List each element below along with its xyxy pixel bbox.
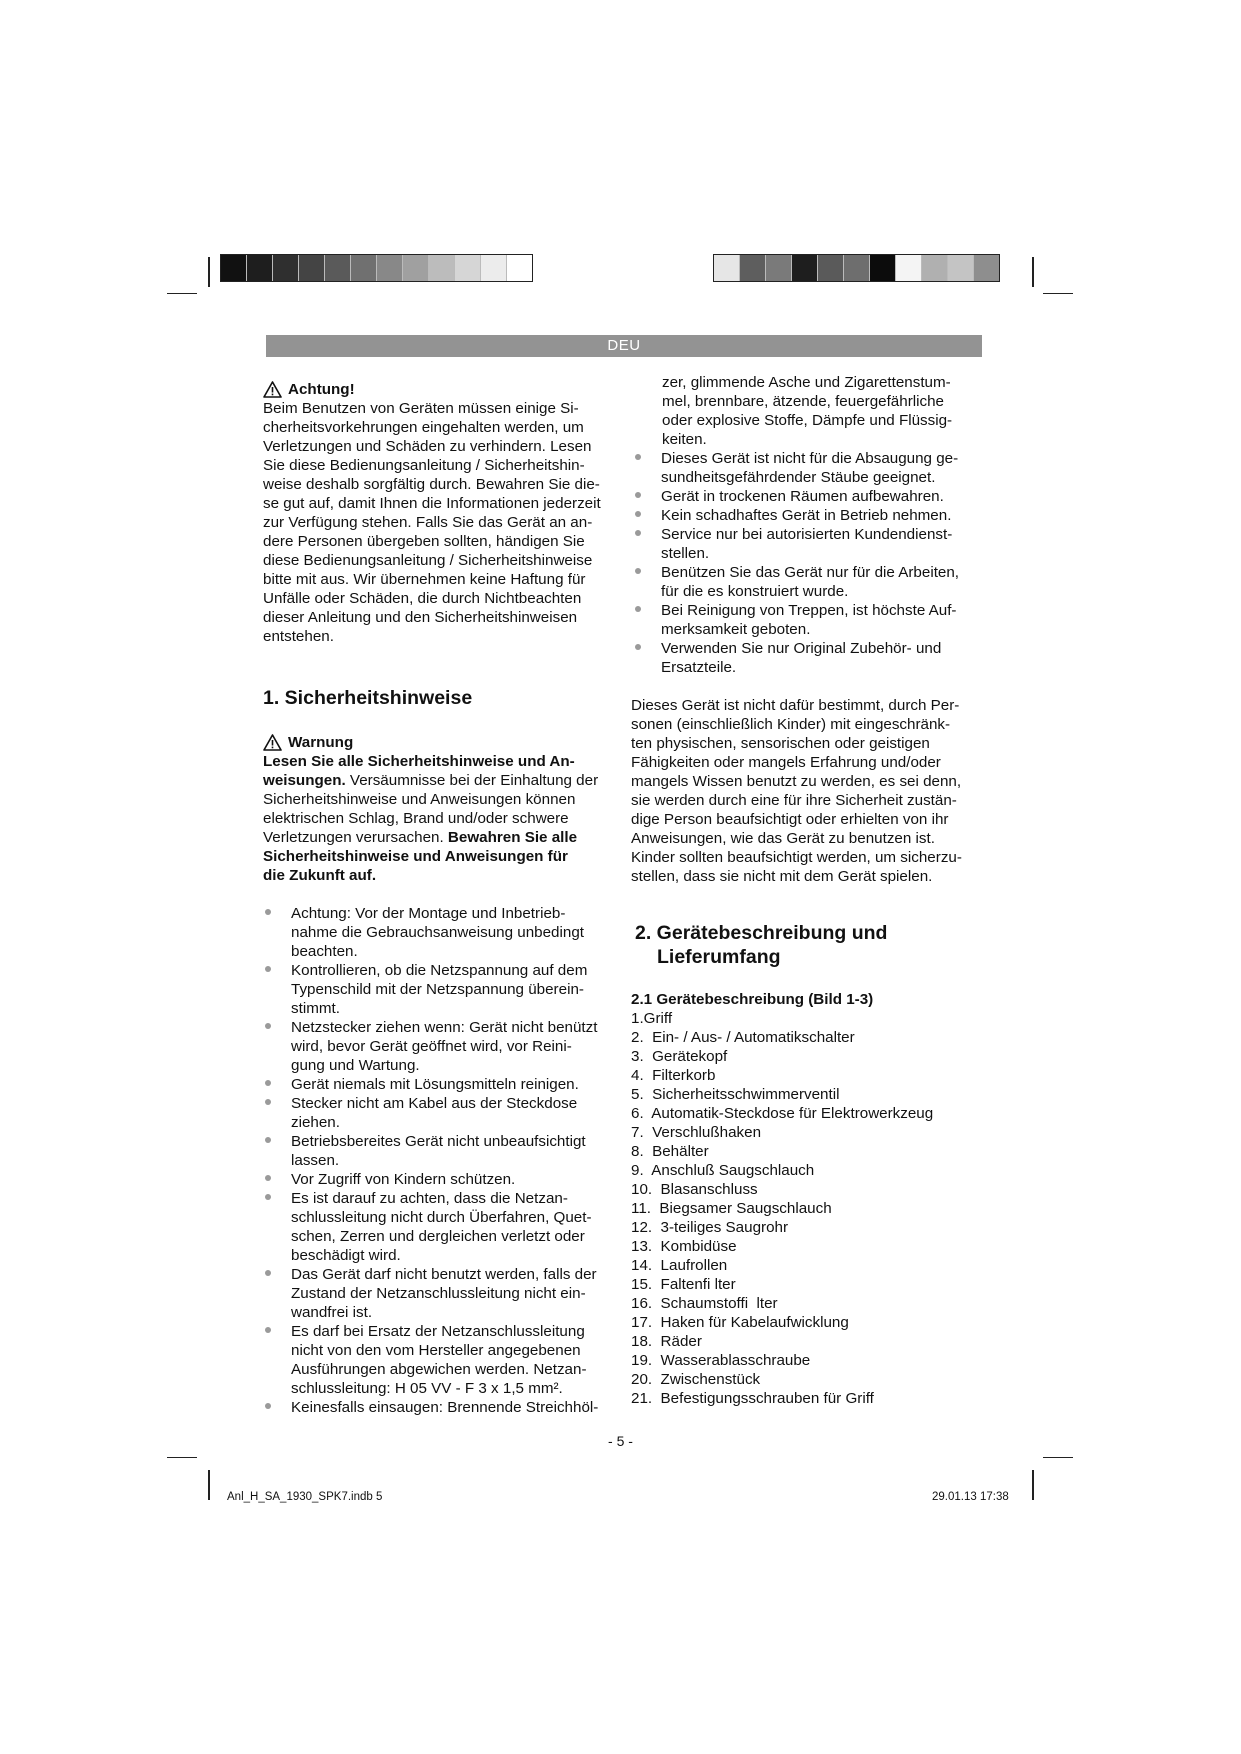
part-item: 11. Biegsamer Saugschlauch [631,1200,832,1217]
crop-mark-bottom-right-vertical [1032,1470,1034,1500]
intro-paragraph [263,399,623,646]
bullet-line: Achtung: Vor der Montage und Inbetrieb- [291,905,566,922]
color-bar-left [220,254,533,282]
color-swatch [714,255,740,281]
crop-mark-bottom-right-horizontal [1043,1457,1073,1458]
bullet-line: schen, Zerren und dergleichen verletzt oder [291,1228,585,1245]
bullet-line: Keinesfalls einsaugen: Brennende Streichhöl- [291,1399,599,1416]
continuation-text [631,373,991,449]
color-swatch [273,255,299,281]
children-line: sonen (einschließlich Kinder) mit eingeschränk- [631,716,951,733]
bullet-item [263,904,623,961]
bullet-line: beachten. [291,943,358,960]
bullet-line: Es darf bei Ersatz der Netzanschlussleitung [291,1323,585,1340]
part-item: 19. Wasserablasschraube [631,1352,811,1369]
crop-mark-top-left-vertical [208,257,210,287]
bullet-item [631,601,991,639]
warnung-heading [263,733,623,752]
children-line: sie werden durch eine für ihre Sicherheit zustän- [631,792,957,809]
color-swatch [351,255,377,281]
warnung-bold-text: weisungen. [263,772,346,789]
part-item: 1.Griff [631,1010,673,1027]
bullet-line: Typenschild mit der Netzspannung überein- [291,981,584,998]
color-bar-right [713,254,1000,282]
bullet-line: Gerät niemals mit Lösungsmitteln reinigen. [291,1076,579,1093]
color-swatch [507,255,532,281]
intro-line: weise deshalb sorgfältig durch. Bewahren Sie die- [263,476,600,493]
intro-line: Verletzungen und Schäden zu verhindern. Lesen [263,438,592,455]
bullet-line: Stecker nicht am Kabel aus der Steckdose [291,1095,578,1112]
continuation-line: keiten. [662,431,707,448]
continuation-line: zer, glimmende Asche und Zigarettenstum- [662,374,951,391]
part-item: 7. Verschlußhaken [631,1124,762,1141]
bullet-line: Verwenden Sie nur Original Zubehör- und [661,640,942,657]
part-item: 14. Laufrollen [631,1257,728,1274]
safety-bullet-list [263,904,623,1417]
warnung-line [263,866,623,885]
warnung-text: Verletzungen verursachen. [263,829,448,846]
continuation-line: oder explosive Stoffe, Dämpfe und Flüssig- [662,412,953,429]
part-item: 13. Kombidüse [631,1238,737,1255]
bullet-line: merksamkeit geboten. [661,621,811,638]
warnung-line [263,847,623,866]
bullet-line: schlussleitung nicht durch Überfahren, Quet- [291,1209,592,1226]
section-2-heading-line: Lieferumfang [657,946,781,968]
crop-mark-top-right-vertical [1032,257,1034,287]
bullet-line: nicht von den vom Hersteller angegebenen [291,1342,581,1359]
color-swatch [792,255,818,281]
color-swatch [740,255,766,281]
bullet-line: Ausführungen abgewichen werden. Netzan- [291,1361,587,1378]
bullet-line: nahme die Gebrauchsanweisung unbedingt [291,924,584,941]
bullet-item [631,639,991,677]
bullet-item [631,506,991,525]
page-number: - 5 - [608,1433,633,1449]
warnung-bold-text: Bewahren Sie alle [447,829,578,846]
part-item: 21. Befestigungsschrauben für Griff [631,1390,874,1407]
part-item: 17. Haken für Kabelaufwicklung [631,1314,849,1331]
warnung-bold-text: Lesen Sie alle Sicherheitshinweise und An- [263,753,575,770]
bullet-line: Benützen Sie das Gerät nur für die Arbeiten, [661,564,960,581]
warnung-line [263,771,623,790]
bullet-line: beschädigt wird. [291,1247,401,1264]
color-swatch [974,255,999,281]
intro-line: dieser Anleitung und den Sicherheitshinweisen [263,609,578,626]
bullet-line: schlussleitung: H 05 VV - F 3 x 1,5 mm². [291,1380,563,1397]
intro-line: bitte mit aus. Wir übernehmen keine Haftung für [263,571,586,588]
crop-mark-top-right-horizontal [1043,293,1073,294]
part-item: 20. Zwischenstück [631,1371,761,1388]
footer-datetime: 29.01.13 17:38 [932,1491,1009,1503]
bullet-item [263,1018,623,1075]
color-swatch [221,255,247,281]
bullet-item [631,487,991,506]
warning-triangle-icon [263,381,282,398]
bullet-line: Dieses Gerät ist nicht für die Absaugung ge- [661,450,959,467]
part-item: 12. 3-teiliges Saugrohr [631,1219,789,1236]
part-item: 9. Anschluß Saugschlauch [631,1162,815,1179]
part-item: 2. Ein- / Aus- / Automatikschalter [631,1029,855,1046]
section-2-heading-line: 2. Gerätebeschreibung und [635,922,888,944]
bullet-line: lassen. [291,1152,340,1169]
color-swatch [325,255,351,281]
part-item: 6. Automatik-Steckdose für Elektrowerkzeug [631,1105,934,1122]
bullet-item [263,1132,623,1170]
bullet-line: Ersatzteile. [661,659,737,676]
bullet-line: Service nur bei autorisierten Kundendienst- [661,526,953,543]
bullet-item [263,1094,623,1132]
part-item: 3. Gerätekopf [631,1048,728,1065]
bullet-item [263,1189,623,1265]
bullet-item [263,1265,623,1322]
warnung-line: Sicherheitshinweise und Anweisungen können [263,791,576,808]
children-line: dige Person beaufsichtigt oder erhielten von ihr [631,811,949,828]
bullet-line: Bei Reinigung von Treppen, ist höchste Auf- [661,602,957,619]
bullet-item [263,1398,623,1417]
bullet-line: sundheitsgefährdender Stäube geeignet. [661,469,936,486]
color-swatch [844,255,870,281]
left-column [263,380,623,1417]
color-swatch [299,255,325,281]
bullet-line: wandfrei ist. [291,1304,373,1321]
color-swatch [377,255,403,281]
bullet-item [631,525,991,563]
achtung-heading [263,380,623,399]
bullet-line: gung und Wartung. [291,1057,420,1074]
warnung-line [263,828,623,847]
intro-line: Unfälle oder Schäden, die durch Nichtbeachten [263,590,582,607]
part-item: 10. Blasanschluss [631,1181,758,1198]
bullet-line: Kontrollieren, ob die Netzspannung auf dem [291,962,588,979]
bullet-line: Kein schadhaftes Gerät in Betrieb nehmen. [661,507,952,524]
children-line: Dieses Gerät ist nicht dafür bestimmt, durch Per- [631,697,960,714]
children-paragraph [631,696,991,886]
part-item: 15. Faltenfi lter [631,1276,736,1293]
intro-line: entstehen. [263,628,334,645]
bullet-line: Betriebsbereites Gerät nicht unbeaufsichtigt [291,1133,586,1150]
part-item: 16. Schaumstoffi lter [631,1295,778,1312]
warnung-line: elektrischen Schlag, Brand und/oder schwere [263,810,569,827]
color-swatch [429,255,455,281]
bullet-line: Gerät in trockenen Räumen aufbewahren. [661,488,944,505]
footer-file-name: Anl_H_SA_1930_SPK7.indb 5 [227,1491,383,1503]
children-line: Kinder sollten beaufsichtigt werden, um sicherzu- [631,849,962,866]
part-item: 5. Sicherheitsschwimmerventil [631,1086,840,1103]
children-line: ten physischen, sensorischen oder geistigen [631,735,930,752]
warnung-bold-text: Sicherheitshinweise und Anweisungen für [263,848,568,865]
bullet-line: Netzstecker ziehen wenn: Gerät nicht benützt [291,1019,598,1036]
children-line: Anweisungen, wie das Gerät zu benutzen ist. [631,830,935,847]
warnung-bold-text: die Zukunft auf. [263,867,377,884]
safety-bullet-list-continued [631,449,991,677]
intro-line: dere Personen übergeben sollten, händigen Sie [263,533,585,550]
color-swatch [818,255,844,281]
continuation-line: mel, brennbare, ätzende, feuergefährliche [662,393,944,410]
crop-mark-bottom-left-horizontal [167,1457,197,1458]
warning-triangle-icon [263,734,282,751]
children-line: mangels Wissen benutzt zu werden, es sei denn, [631,773,962,790]
bullet-line: wird, bevor Gerät geöffnet wird, vor Reini- [291,1038,572,1055]
bullet-item [263,961,623,1018]
section-1-heading: 1. Sicherheitshinweise [263,687,473,709]
color-swatch [481,255,507,281]
part-item: 8. Behälter [631,1143,709,1160]
bullet-item [631,449,991,487]
intro-line: cherheitsvorkehrungen eingehalten werden, um [263,419,584,436]
warnung-paragraph [263,752,623,885]
color-swatch [870,255,896,281]
color-swatch [896,255,922,281]
intro-line: Beim Benutzen von Geräten müssen einige Si- [263,400,579,417]
crop-mark-bottom-left-vertical [208,1470,210,1500]
crop-mark-top-left-horizontal [167,293,197,294]
color-swatch [948,255,974,281]
bullet-line: ziehen. [291,1114,340,1131]
bullet-line: stimmt. [291,1000,340,1017]
children-line: Fähigkeiten oder mangels Erfahrung und/oder [631,754,941,771]
language-header-bar [266,335,982,357]
intro-line: zur Verfügung stehen. Falls Sie das Gerät an an- [263,514,593,531]
intro-line: Sie diese Bedienungsanleitung / Sicherheitshin- [263,457,585,474]
color-swatch [455,255,481,281]
bullet-line: für die es konstruiert wurde. [661,583,849,600]
language-label: DEU [607,337,641,354]
bullet-line: Das Gerät darf nicht benutzt werden, falls der [291,1266,597,1283]
bullet-line: Vor Zugriff von Kindern schützen. [291,1171,516,1188]
bullet-line: Es ist darauf zu achten, dass die Netzan- [291,1190,568,1207]
bullet-line: stellen. [661,545,710,562]
part-item: 18. Räder [631,1333,702,1350]
subsection-2-1-heading: 2.1 Gerätebeschreibung (Bild 1-3) [631,991,874,1008]
right-column [631,373,991,1408]
color-swatch [403,255,429,281]
color-swatch [766,255,792,281]
bullet-item [263,1075,623,1094]
children-line: stellen, dass sie nicht mit dem Gerät spielen. [631,868,933,885]
color-swatch [922,255,948,281]
bullet-item [263,1322,623,1398]
intro-line: se gut auf, damit Ihnen die Informationen jederzeit [263,495,601,512]
bullet-line: Zustand der Netzanschlussleitung nicht ein- [291,1285,586,1302]
bullet-item [631,563,991,601]
parts-list [631,1009,991,1408]
achtung-title: Achtung! [288,381,355,398]
color-swatch [247,255,273,281]
warnung-line [263,752,623,771]
intro-line: diese Bedienungsanleitung / Sicherheitshinweise [263,552,593,569]
warnung-title: Warnung [288,734,354,751]
bullet-item [263,1170,623,1189]
warnung-text: Versäumnisse bei der Einhaltung der [345,772,599,789]
section-2-heading [631,921,991,969]
part-item: 4. Filterkorb [631,1067,716,1084]
